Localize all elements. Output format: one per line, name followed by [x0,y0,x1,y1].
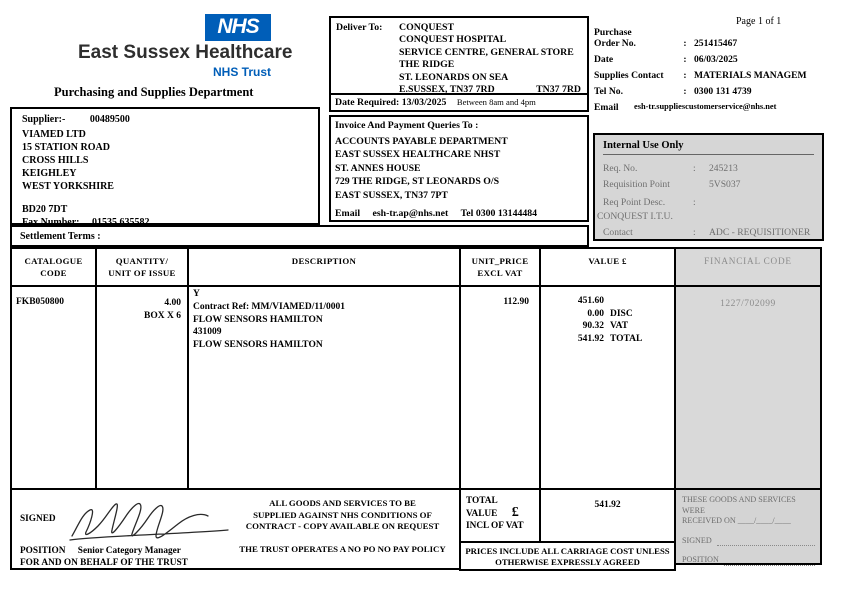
cell-catalogue [10,285,97,490]
discount-label: DISC [610,308,633,319]
colon: : [683,38,687,49]
total-l1: TOTAL [466,496,498,506]
pound-sign: £ [511,505,519,520]
trust-name: East Sussex Healthcare [78,42,293,63]
settlement-terms-box [10,225,589,247]
unit-price: 112.90 [503,297,529,307]
description-line: FLOW SENSORS HAMILTON [193,314,323,325]
header-line: CATALOGUE [24,256,83,266]
colon: : [683,70,687,81]
cell-description [187,285,461,490]
internal-contact-label: Contact [603,227,633,238]
header-line: VALUE £ [588,256,627,266]
invoice-address-line: ACCOUNTS PAYABLE DEPARTMENT [335,136,508,147]
supplier-address-line: 15 STATION ROAD [22,142,110,153]
page-number: Page 1 of 1 [736,16,782,27]
cell-financial-code [674,285,822,490]
spacer [693,179,709,190]
total-value: 541.92 [577,333,604,344]
discount-value: 0.00 [587,308,604,319]
req-point-desc-label: Req Point Desc. [603,197,666,208]
carriage-line: PRICES INCLUDE ALL CARRIAGE COST UNLESS [465,546,670,556]
fax-label: Fax Number: [22,217,80,228]
invoice-address-line: ST. ANNES HOUSE [335,162,421,174]
colon: : [693,227,696,238]
header-financial-code [674,247,822,287]
po-number: 251415467 [694,38,738,49]
received-line: RECEIVED ON ____/____/____ [682,516,791,525]
req-no-label: Req. No. [603,163,638,174]
invoice-address-line: 729 THE RIDGE, ST LEONARDS O/S [335,176,500,188]
conditions-text [230,498,455,533]
invoice-queries-title: Invoice And Payment Queries To : [335,120,479,131]
financial-code: 1227/702099 [720,299,776,309]
email-label: Email [594,102,619,113]
cell-unit-price [459,285,541,490]
req-point-desc: CONQUEST I.T.U. [597,211,673,222]
supplier-address-line: VIAMED LTD [22,129,86,140]
unit-of-issue: BOX X 6 [144,310,181,321]
internal-use-title: Internal Use Only [603,140,814,155]
header-quantity [95,247,189,287]
invoice-queries-box [329,115,589,222]
quantity-value: 4.00 [164,298,181,308]
received-line: THESE GOODS AND SERVICES WERE [682,495,796,515]
requisition-point-label: Requisition Point [603,179,670,190]
delivery-address-line: CONQUEST HOSPITAL [399,34,507,46]
supplier-address-line: KEIGHLEY [22,168,77,179]
conditions-line: ALL GOODS AND SERVICES TO BE [269,498,416,508]
header-line: UNIT OF ISSUE [108,268,176,278]
supplier-box [10,107,320,228]
colon: : [683,54,687,65]
tel-number: 0300 131 4739 [694,86,752,97]
po-label-line1: Purchase [594,27,632,38]
description-line: 431009 [193,327,222,338]
date-required-label: Date Required: [335,97,400,108]
header-unit-price [459,247,541,287]
signature-line [717,538,815,546]
colon: : [683,86,687,97]
received-signed-label: SIGNED [682,535,712,545]
total-incl-vat-cell [539,488,676,543]
tel-label: Tel No. [594,86,623,97]
invoice-address [335,135,508,202]
description-line: Contract Ref: MM/VIAMED/11/0001 [193,301,345,312]
nhs-logo: NHS [205,14,271,41]
line-value: 451.60 [577,296,604,306]
conditions-line: CONTRACT - COPY AVAILABLE ON REQUEST [245,521,440,531]
order-date: 06/03/2025 [694,54,738,65]
header-value [539,247,676,287]
delivery-address-line: THE RIDGE [399,59,455,71]
invoice-address-line: EAST SUSSEX HEALTHCARE NHST [335,149,501,161]
header-line: DESCRIPTION [291,256,357,266]
total-incl-vat: 541.92 [594,500,621,510]
invoice-tel-label: Tel [460,208,474,219]
req-no: 245213 [709,163,738,174]
received-position-label: POSITION [682,555,719,564]
behalf-of-trust-label: FOR AND ON BEHALF OF THE TRUST [20,558,188,568]
internal-contact: ADC - REQUISITIONER [709,227,811,238]
vat-value: 90.32 [582,321,604,331]
header-line: FINANCIAL CODE [704,256,792,266]
supplier-address-line: CROSS HILLS [22,155,89,166]
header-line: UNIT_PRICE [471,256,529,266]
conditions-line: SUPPLIED AGAINST NHS CONDITIONS OF [253,509,432,520]
position-line [724,558,815,566]
supplier-label: Supplier:- [22,114,66,125]
supplies-contact: MATERIALS MANAGEM [694,70,807,81]
delivery-postcode: TN37 7RD [536,84,581,95]
header-description [187,247,461,287]
invoice-address-line: EAST SUSSEX, TN37 7PT [335,189,448,201]
position-value: Senior Category Manager [77,546,181,556]
signature-cell [10,488,461,570]
description-line: FLOW SENSORS HAMILTON [193,340,323,351]
total-value-label-cell [459,488,541,543]
header-line: CODE [40,268,67,278]
supplier-code: 00489500 [89,114,130,125]
date-required-row [331,93,587,110]
delivery-address-line: ST. LEONARDS ON SEA [399,71,509,83]
invoice-tel: 0300 13144484 [475,208,538,219]
line-value-label [604,295,646,308]
catalogue-code: FKB050800 [16,297,65,307]
settlement-terms-label: Settlement Terms : [20,231,101,242]
department-title: Purchasing and Supplies Department [54,85,254,99]
fax-number: 01535 635582 [92,217,150,228]
order-date-label: Date [594,54,614,65]
colon: : [693,197,696,208]
total-label: TOTAL [610,333,643,344]
supplier-address [22,128,114,193]
email-address: esh-tr.suppliescustomerservice@nhs.net [634,102,777,111]
header-line: EXCL VAT [477,268,523,278]
date-required-value: 13/03/2025 [401,97,447,108]
requisition-point: 5VS037 [709,179,741,190]
no-po-no-pay-policy: THE TRUST OPERATES A NO PO NO PAY POLICY [239,544,446,554]
position-label: POSITION [20,546,66,556]
cell-value [539,285,676,490]
signature-image [60,496,235,546]
delivery-address-line: SERVICE CENTRE, GENERAL STORE [399,46,574,58]
description-line: Y [193,289,200,299]
total-l3: INCL OF VAT [466,521,524,531]
goods-received-cell [674,488,822,565]
header-catalogue-code [10,247,97,287]
carriage-line: OTHERWISE EXPRESSLY AGREED [495,557,640,567]
invoice-email-label: Email [335,208,361,219]
delivery-window: Between 8am and 4pm [456,97,536,107]
total-l2: VALUE [466,509,498,519]
supplier-postcode: BD20 7DT [22,204,68,215]
cell-quantity [95,285,189,490]
trust-type-label: NHS Trust [212,65,271,79]
delivery-address-line: E.SUSSEX, TN37 7RD [399,84,495,96]
deliver-to-label: Deliver To: [336,22,383,33]
vat-label: VAT [610,321,629,331]
colon: : [693,163,696,174]
deliver-to-box [329,16,589,112]
header-line: QUANTITY/ [115,256,169,266]
carriage-notice-cell [459,541,676,571]
signed-label: SIGNED [20,514,56,524]
po-label-line2: Order No. [594,38,636,49]
supplier-address-line: WEST YORKSHIRE [22,181,114,192]
supplies-contact-label: Supplies Contact [594,70,664,81]
invoice-email: esh-tr.ap@nhs.net [372,208,449,219]
internal-use-box [593,133,824,241]
delivery-address-line: CONQUEST [399,22,454,33]
order-info [594,27,830,118]
